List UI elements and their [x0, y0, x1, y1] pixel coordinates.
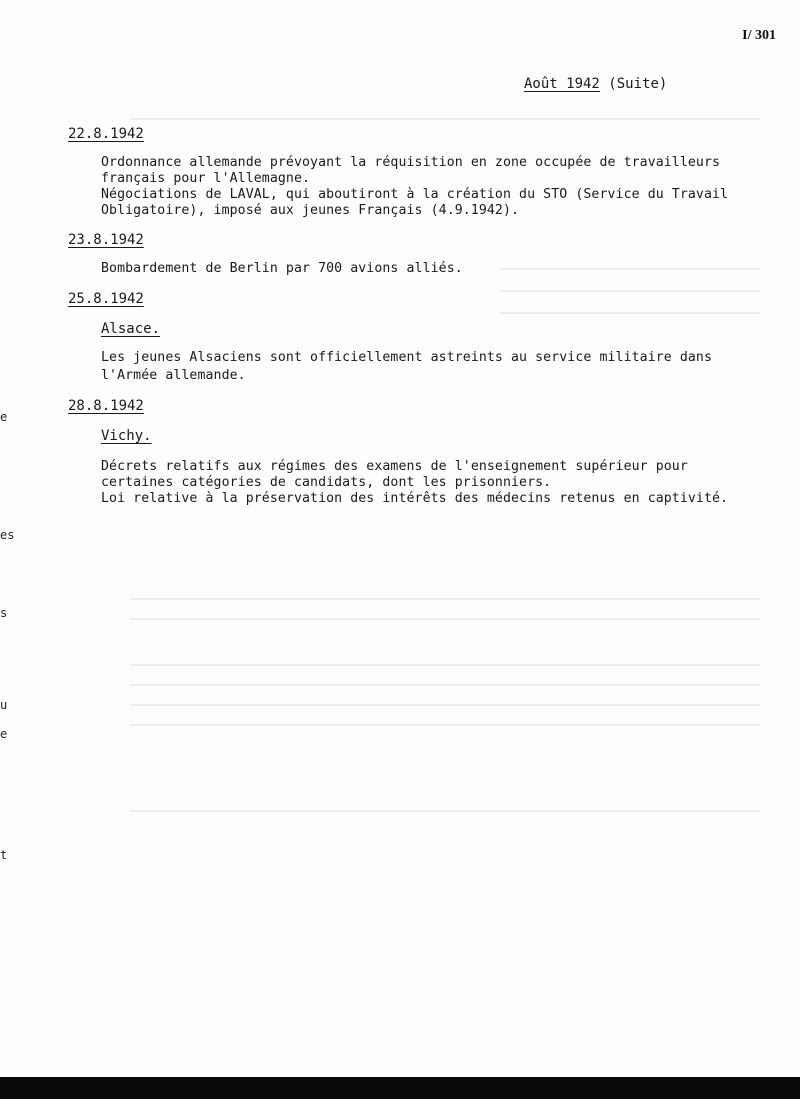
margin-fragment: e — [0, 727, 8, 741]
entry-date: 23.8.1942 — [68, 232, 144, 248]
page-heading — [524, 76, 667, 92]
entry-line: Les jeunes Alsaciens sont officiellement astreints au service militaire dans — [101, 350, 713, 365]
margin-fragment: t — [0, 848, 8, 862]
show-through-line — [130, 684, 760, 686]
margin-fragment: s — [0, 606, 8, 620]
entry-line: certaines catégories de candidats, dont les prisonniers. — [101, 475, 552, 490]
entry-date: 22.8.1942 — [68, 126, 144, 142]
heading-suffix: (Suite) — [608, 76, 668, 92]
heading-month: Août 1942 — [524, 76, 600, 92]
entry-line: l'Armée allemande. — [101, 368, 246, 383]
entry-line: Loi relative à la préservation des intérêts des médecins retenus en captivité. — [101, 491, 729, 506]
entry-line: Bombardement de Berlin par 700 avions alliés. — [101, 261, 463, 276]
show-through-line — [130, 704, 760, 706]
show-through-line — [130, 810, 760, 812]
show-through-line — [500, 290, 760, 292]
entry-topic: Vichy. — [101, 428, 152, 444]
show-through-line — [500, 268, 760, 270]
margin-fragment: u — [0, 698, 8, 712]
page-number: I/ 301 — [742, 28, 776, 43]
entry-line: Obligatoire), imposé aux jeunes Français (4.9.1942). — [101, 203, 520, 218]
show-through-line — [130, 598, 760, 600]
show-through-line — [130, 724, 760, 726]
entry-date: 25.8.1942 — [68, 291, 144, 307]
show-through-line — [130, 118, 760, 120]
margin-fragment: e — [0, 410, 8, 424]
entry-topic: Alsace. — [101, 321, 161, 337]
show-through-line — [500, 312, 760, 314]
scan-bottom-edge — [0, 1077, 800, 1099]
show-through-line — [130, 664, 760, 666]
entry-line: Décrets relatifs aux régimes des examens de l'enseignement supérieur pour — [101, 459, 688, 474]
entry-date: 28.8.1942 — [68, 398, 144, 414]
entry-line: Négociations de LAVAL, qui aboutiront à la création du STO (Service du Travail — [101, 187, 729, 202]
margin-fragment: es — [0, 528, 15, 542]
show-through-line — [130, 618, 760, 620]
entry-line: français pour l'Allemagne. — [101, 171, 311, 186]
entry-line: Ordonnance allemande prévoyant la réquisition en zone occupée de travailleurs — [101, 155, 721, 170]
